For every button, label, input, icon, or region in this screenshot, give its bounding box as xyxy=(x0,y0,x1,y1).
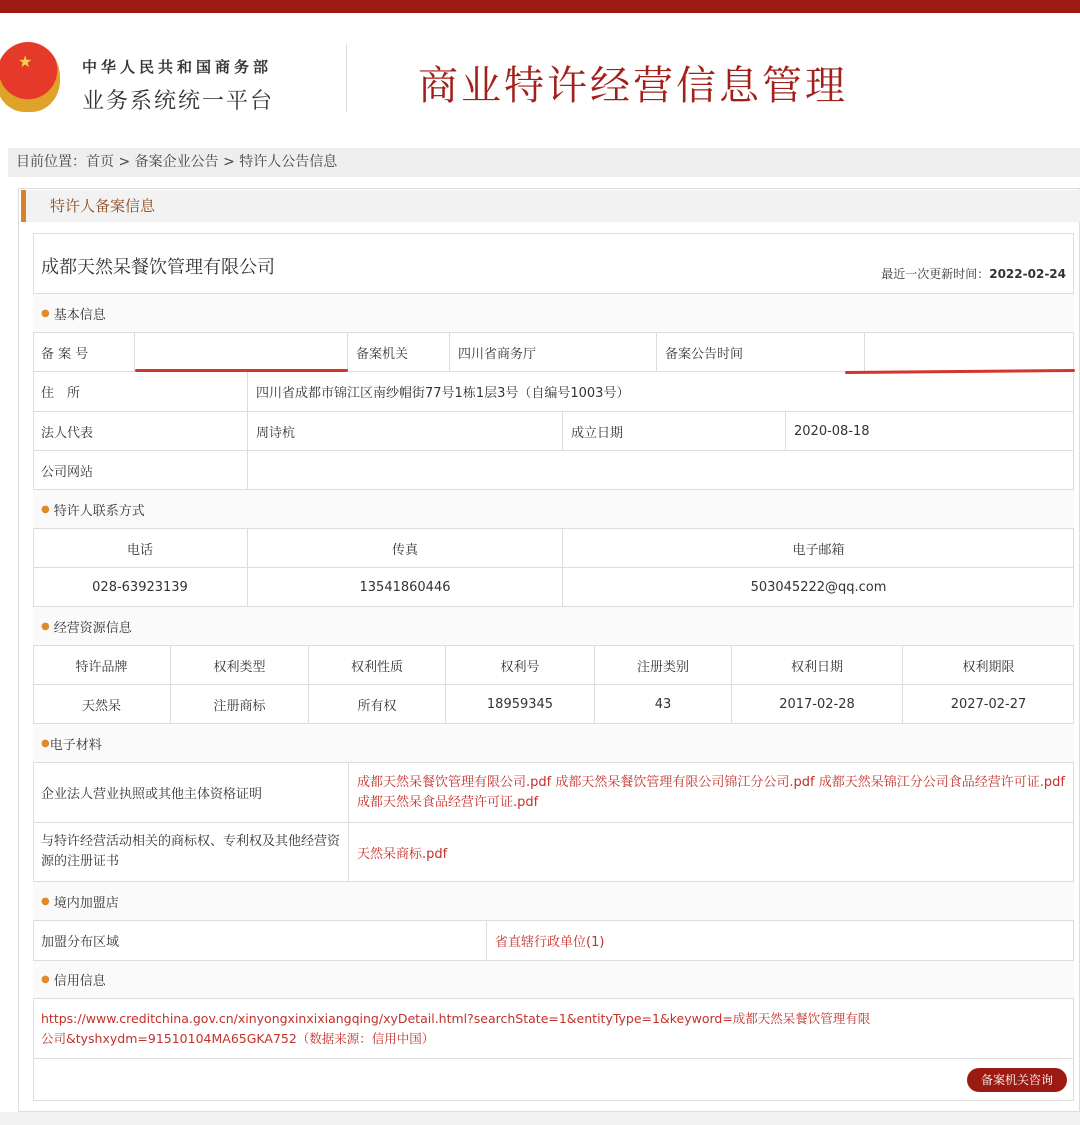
contact-value-row xyxy=(33,568,1074,607)
column-header: 权利日期 xyxy=(732,646,903,684)
updated-value: 2022-02-24 xyxy=(989,267,1066,281)
bullet-icon: ● xyxy=(41,307,50,319)
region-label: 加盟分布区域 xyxy=(33,921,487,960)
authority-label: 备案机关 xyxy=(348,333,450,371)
column-header: 权利性质 xyxy=(309,646,446,684)
resources-header xyxy=(33,607,1074,646)
table-cell: 43 xyxy=(595,685,732,723)
section-label: 境内加盟店 xyxy=(53,895,119,911)
column-header: 特许品牌 xyxy=(33,646,171,684)
stores-row xyxy=(33,921,1074,961)
legal-value: 周诗杭 xyxy=(248,412,563,450)
updated-label: 最近一次更新时间： xyxy=(881,267,990,281)
address-value: 四川省成都市锦江区南纱帽街77号1栋1层3号（自编号1003号） xyxy=(256,386,630,401)
table-cell: 天然呆 xyxy=(33,685,171,723)
column-header: 权利类型 xyxy=(171,646,309,684)
top-bar xyxy=(0,0,1080,13)
section-label: 特许人联系方式 xyxy=(53,503,145,519)
table-cell: 18959345 xyxy=(446,685,595,723)
table-cell: 所有权 xyxy=(309,685,446,723)
website-row xyxy=(33,451,1074,490)
material-files-link[interactable]: 成都天然呆餐饮管理有限公司.pdf 成都天然呆餐饮管理有限公司锦江分公司.pdf 成都天然呆锦江分公司食品经营许可证.pdf 成都天然呆食品经营许可证.pdf xyxy=(357,774,1065,810)
material-row xyxy=(33,823,1074,882)
column-header: 权利期限 xyxy=(962,659,1015,675)
record-no-label: 备 案 号 xyxy=(33,333,135,371)
record-row xyxy=(33,333,1074,372)
bullet-icon: ● xyxy=(41,503,50,515)
resources-header-row xyxy=(33,646,1074,685)
founded-value: 2020-08-18 xyxy=(794,423,870,439)
material-label: 与特许经营活动相关的商标权、专利权及其他经营资源的注册证书 xyxy=(33,823,349,881)
divider xyxy=(346,44,347,112)
address-row xyxy=(33,372,1074,412)
credit-link[interactable]: https://www.creditchina.gov.cn/xinyongxinxixiangqing/xyDetail.html?searchState=1&entityType=1&keyword=成都天然呆餐饮管理有限公司&tyshxydm=91510104MA65GKA752（数据来源：信用中国） xyxy=(41,1010,871,1046)
phone-value: 028-63923139 xyxy=(33,568,248,606)
table-cell: 2017-02-28 xyxy=(732,685,903,723)
address-label: 住 所 xyxy=(33,372,248,411)
company-header xyxy=(33,233,1074,294)
region-link[interactable]: 省直辖行政单位(1) xyxy=(495,935,605,950)
bullet-icon: ● xyxy=(41,620,50,632)
column-header: 电话 xyxy=(33,529,248,567)
materials-header xyxy=(33,724,1074,763)
credit-row xyxy=(33,999,1074,1059)
section-label: 信用信息 xyxy=(53,974,106,989)
column-header: 注册类别 xyxy=(595,646,732,684)
last-updated xyxy=(873,233,1074,282)
footer-bar xyxy=(0,1112,1080,1125)
fax-value: 13541860446 xyxy=(248,568,563,606)
table-row xyxy=(33,685,1074,724)
authority-value: 四川省商务厅 xyxy=(450,333,657,371)
legal-row xyxy=(33,412,1074,451)
table-cell: 2027-02-27 xyxy=(950,696,1027,712)
section-label: 电子材料 xyxy=(49,737,102,753)
record-no-value xyxy=(135,333,348,371)
national-emblem-logo: ★ xyxy=(0,42,60,112)
material-row xyxy=(33,763,1074,823)
contact-header xyxy=(33,490,1074,529)
credit-header xyxy=(33,961,1074,999)
column-header: 传真 xyxy=(248,529,563,567)
email-value: 503045222@qq.com xyxy=(750,579,887,595)
section-title: 特许人备案信息 xyxy=(21,190,1080,222)
bullet-icon: ● xyxy=(41,737,50,749)
breadcrumb: 目前位置：首页 > 备案企业公告 > 特许人公告信息 xyxy=(8,148,1080,177)
basic-info-header xyxy=(33,294,1074,333)
website-label: 公司网站 xyxy=(33,451,248,489)
platform-name: 业务系统统一平台 xyxy=(82,89,275,114)
company-name: 成都天然呆餐饮管理有限公司 xyxy=(41,257,275,278)
section-label: 经营资源信息 xyxy=(53,620,132,636)
section-label: 基本信息 xyxy=(53,307,106,323)
contact-header-row xyxy=(33,529,1074,568)
announce-value xyxy=(865,333,1074,371)
stores-header xyxy=(33,882,1074,921)
website-value[interactable] xyxy=(248,451,1074,489)
org-name: 中华人民共和国商务部 xyxy=(82,58,273,76)
column-header: 电子邮箱 xyxy=(792,542,845,558)
material-label: 企业法人营业执照或其他主体资格证明 xyxy=(33,763,349,822)
column-header: 权利号 xyxy=(446,646,595,684)
consult-button[interactable]: 备案机关咨询 xyxy=(967,1068,1067,1092)
founded-label: 成立日期 xyxy=(563,412,786,450)
bullet-icon: ● xyxy=(41,895,50,907)
table-cell: 注册商标 xyxy=(171,685,309,723)
material-files-link[interactable]: 天然呆商标.pdf xyxy=(357,846,448,862)
app-title: 商业特许经营信息管理 xyxy=(418,63,848,109)
bullet-icon: ● xyxy=(41,974,50,985)
legal-label: 法人代表 xyxy=(33,412,248,450)
announce-label: 备案公告时间 xyxy=(657,333,865,371)
